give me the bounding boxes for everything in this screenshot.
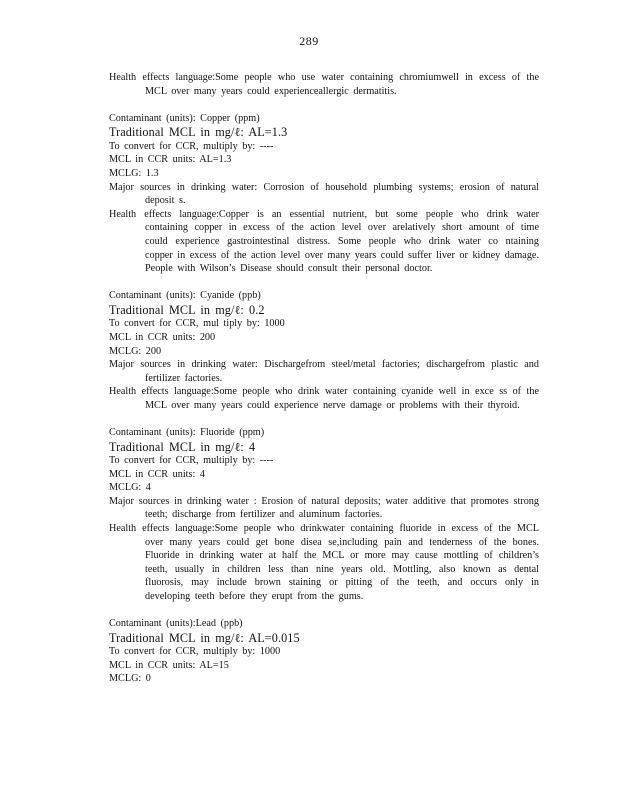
contaminant-heading: Contaminant (units): Fluoride (ppm) (109, 426, 265, 438)
traditional-mcl: Traditional MCL in mg/ℓ: AL=0.015 (109, 630, 300, 645)
mclg: MCLG: 1.3 (109, 167, 159, 179)
health-effects: Health effects language:Copper is an essential nutrient, but some people who drink water containing copper in excess of the action level over arelatively short amount of time could experience gastrointestinal distress. Some people who drink water co ntaining copper in excess of the action level over many years could suffer liver or kidney damage. People with Wilson’s Disease should consult their personal doctor. (109, 208, 539, 275)
mcl-ccr-units: MCL in CCR units: 200 (109, 331, 216, 343)
health-effects: Health effects language:Some people who drink water containing cyanide well in exce ss of the MCL over many years could experience nerve damage or problems with their thyroid. (109, 386, 539, 411)
major-sources: Major sources in drinking water: Dischargefrom steel/metal factories; dischargefrom plastic and fertilizer factories. (109, 359, 539, 384)
convert-factor: To convert for CCR, multiply by: ---- (109, 140, 274, 152)
major-sources: Major sources in drinking water : Erosion of natural deposits; water additive that promotes strong teeth; discharge from fertilizer and aluminum factories. (109, 495, 539, 521)
health-effects: Health effects language:Some people who drinkwater containing fluoride in excess of the MCL over many years could get bone disea se,including pain and tenderness of the bones. Fluoride in drinking water at half the MCL or more may cause mottling of children’s teeth, usually in children less than nine years old. Mottling, also known as dental fluorosis, may include brown staining or pitting of the teeth, and occurs only in developing teeth before they erupt from the gums. (109, 523, 539, 602)
contaminant-block-fluoride (109, 426, 539, 604)
convert-factor: To convert for CCR, multiply by: ---- (109, 455, 274, 467)
traditional-mcl: Traditional MCL in mg/ℓ: AL=1.3 (109, 125, 288, 140)
contaminant-heading: Contaminant (units): Cyanide (ppb) (109, 290, 261, 302)
convert-factor: To convert for CCR, multiply by: 1000 (109, 646, 281, 658)
traditional-mcl: Traditional MCL in mg/ℓ: 0.2 (109, 302, 265, 317)
page-number: 289 (299, 34, 319, 48)
mclg: MCLG: 200 (109, 345, 162, 357)
contaminant-block-lead (109, 617, 539, 686)
mclg: MCLG: 0 (109, 673, 151, 685)
contaminant-block-copper (109, 112, 539, 276)
major-sources: Major sources in drinking water: Corrosion of household plumbing systems; erosion of natural deposit s. (109, 181, 539, 207)
page-content (109, 71, 539, 686)
health-effects-chromium: Health effects language:Some people who use water containing chromiumwell in excess of the MCL over many years could experienceallergic dermatitis. (109, 72, 539, 97)
convert-factor: To convert for CCR, mul tiply by: 1000 (109, 318, 285, 330)
contaminant-heading: Contaminant (units): Copper (ppm) (109, 112, 260, 124)
traditional-mcl: Traditional MCL in mg/ℓ: 4 (109, 439, 256, 454)
mcl-ccr-units: MCL in CCR units: AL=1.3 (109, 154, 232, 166)
mcl-ccr-units: MCL in CCR units: AL=15 (109, 659, 229, 671)
mclg: MCLG: 4 (109, 482, 151, 494)
mcl-ccr-units: MCL in CCR units: 4 (109, 468, 205, 480)
contaminant-block-cyanide (109, 289, 539, 412)
contaminant-heading: Contaminant (units):Lead (ppb) (109, 618, 243, 630)
